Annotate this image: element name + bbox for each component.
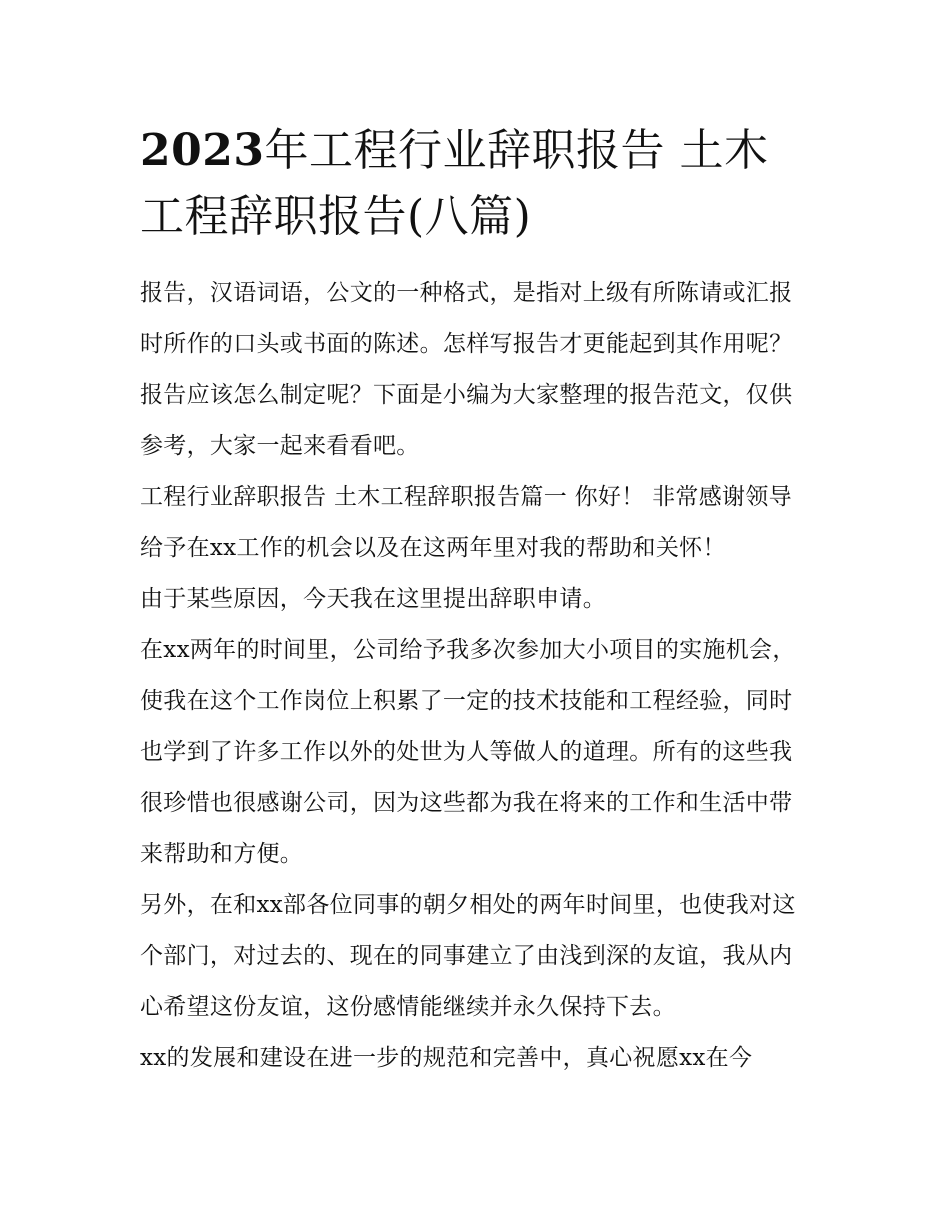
colleagues-paragraph: 另外，在和xx部各位同事的朝夕相处的两年时间里，也使我对这个部门，对过去的、现在的同事建立了由浅到深的友谊，我从内心希望这份友谊，这份感情能继续并永久保持下去。 xyxy=(140,892,796,1020)
title-text: 年工程行业辞职报告 土木工程辞职报告(八篇) xyxy=(140,125,769,242)
letter-greeting-paragraph: 工程行业辞职报告 土木工程辞职报告篇一 你好！ 非常感谢领导给予在xx工作的机会以及在这两年里对我的帮助和关怀！ xyxy=(140,484,792,561)
title-year: 2023 xyxy=(140,125,265,176)
wishes-paragraph: xx的发展和建设在进一步的规范和完善中，真心祝愿xx在今 xyxy=(140,1045,753,1071)
experience-paragraph: 在xx两年的时间里，公司给予我多次参加大小项目的实施机会，使我在这个工作岗位上积累了一定的技术技能和工程经验，同时也学到了许多工作以外的处世为人等做人的道理。所有的这些我很珍惜也很感谢公司，因为这些都为我在将来的工作和生活中带来帮助和方便。 xyxy=(140,637,796,867)
document-body xyxy=(140,268,812,1084)
document-page xyxy=(140,118,812,1084)
resignation-statement-paragraph: 由于某些原因，今天我在这里提出辞职申请。 xyxy=(140,586,606,612)
document-title xyxy=(140,118,812,250)
intro-paragraph: 报告，汉语词语，公文的一种格式，是指对上级有所陈请或汇报时所作的口头或书面的陈述。怎样写报告才更能起到其作用呢？报告应该怎么制定呢？下面是小编为大家整理的报告范文，仅供参考，大家一起来看看吧。 xyxy=(140,280,793,459)
